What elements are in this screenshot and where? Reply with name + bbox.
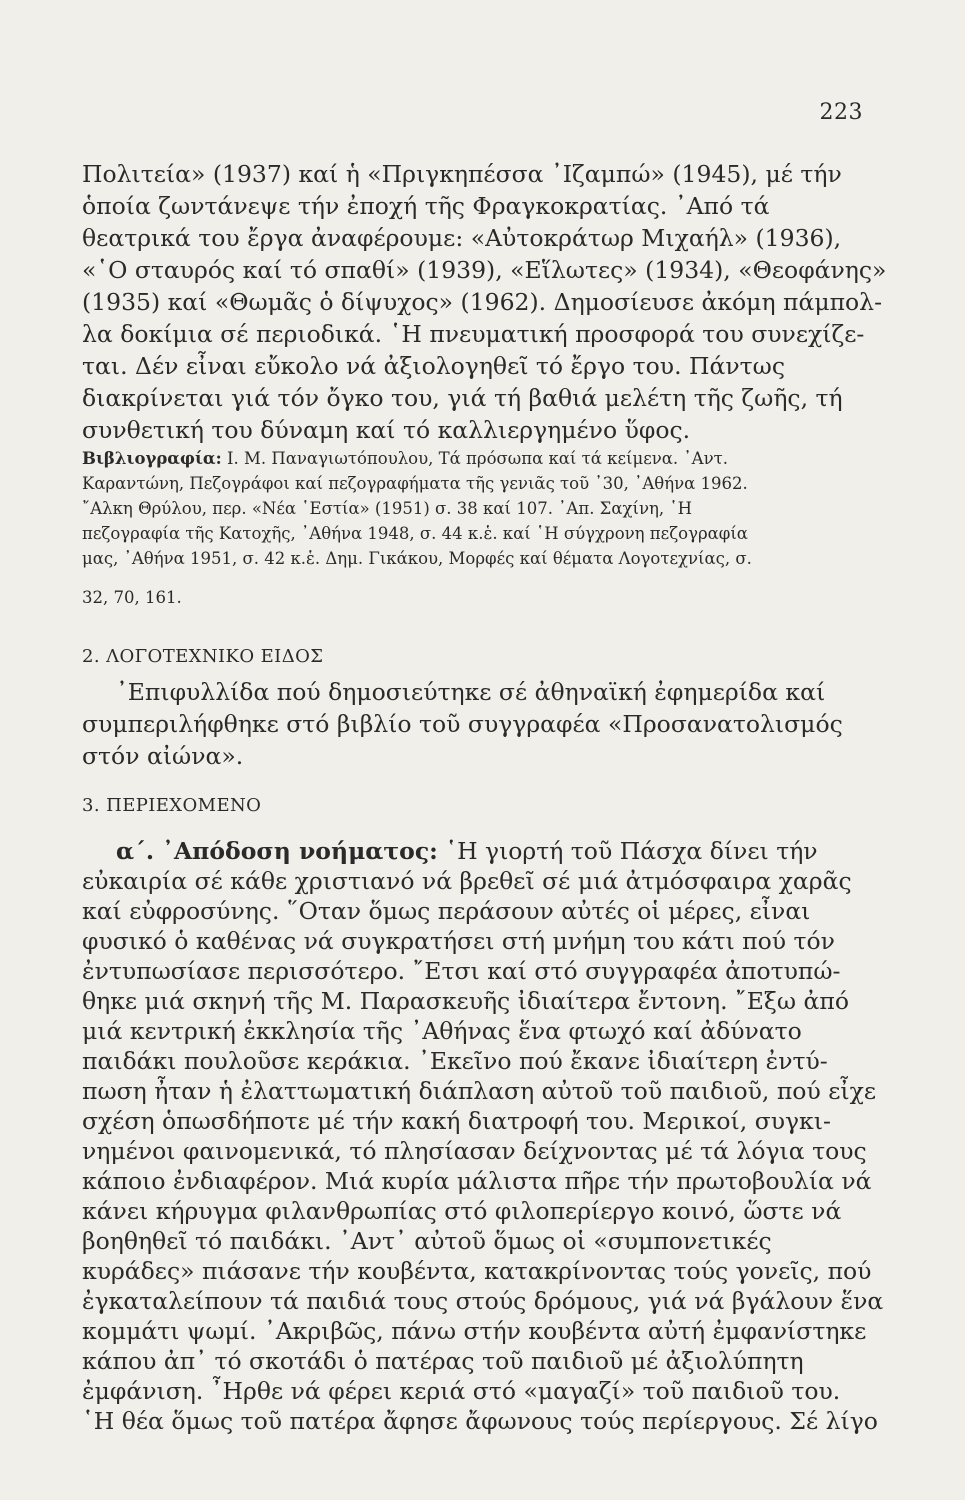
bibliography	[82, 446, 872, 610]
intro-line: Πολιτεία» (1937) καί ἡ «Πριγκηπέσσα ᾿Ιζαμπώ» (1945), μέ τήν	[82, 160, 842, 188]
bibliography-line: 32, 70, 161.	[82, 588, 182, 607]
content-paragraph	[82, 836, 884, 1436]
content-line: εὐκαιρία σέ κάθε χριστιανό νά βρεθεῖ σέ μιά ἀτμόσφαιρα χαρᾶς	[82, 867, 852, 895]
content-line: σχέση ὁπωσδήποτε μέ τήν κακή διατροφή του. Μερικοί, συγκι-	[82, 1107, 831, 1135]
bibliography-line: μας, ᾿Αθήνα 1951, σ. 42 κ.ἑ. Δημ. Γικάκου, Μορφές καί θέματα Λογοτεχνίας, σ.	[82, 549, 752, 568]
content-line: νημένοι φαινομενικά, τό πλησίασαν δείχνοντας μέ τά λόγια τους	[82, 1137, 867, 1165]
content-line: καί εὐφροσύνης. ῞Οταν ὅμως περάσουν αὐτές οἱ μέρες, εἶναι	[82, 897, 811, 925]
content-line: πωση ἦταν ἡ ἐλαττωματική διάπλαση αὐτοῦ τοῦ παιδιοῦ, πού εἶχε	[82, 1077, 876, 1105]
content-line: βοηθηθεῖ τό παιδάκι. ᾿Αντ᾿ αὐτοῦ ὅμως οἱ «συμπονετικές	[82, 1227, 772, 1255]
content-line: ῾Η θέα ὅμως τοῦ πατέρα ἄφησε ἄφωνους τούς περίεργους. Σέ λίγο	[82, 1407, 878, 1435]
intro-line: «῾Ο σταυρός καί τό σπαθί» (1939), «Εἵλωτες» (1934), «Θεοφάνης»	[82, 256, 887, 284]
content-line: κομμάτι ψωμί. ᾿Ακριβῶς, πάνω στήν κουβέντα αὐτή ἐμφανίστηκε	[82, 1317, 867, 1345]
content-line: ἐντυπωσίασε περισσότερο. ῎Ετσι καί στό συγγραφέα ἀποτυπώ-	[82, 957, 841, 985]
content-first-line	[82, 836, 872, 866]
genre-paragraph	[82, 676, 872, 772]
section-heading-genre: 2. ΛΟΓΟΤΕΧΝΙΚΟ ΕΙΔΟΣ	[82, 646, 324, 667]
genre-line: στόν αἰώνα».	[82, 742, 244, 770]
section-heading-content: 3. ΠΕΡΙΕΧΟΜΕΝΟ	[82, 795, 262, 816]
content-line: κυράδες» πιάσανε τήν κουβέντα, κατακρίνοντας τούς γονεῖς, πού	[82, 1257, 872, 1285]
content-line: ἐγκαταλείπουν τά παιδιά τους στούς δρόμους, γιά νά βγάλουν ἕνα	[82, 1287, 884, 1315]
content-line: παιδάκι πουλοῦσε κεράκια. ᾿Εκεῖνο πού ἔκανε ἰδιαίτερη ἐντύ-	[82, 1047, 828, 1075]
intro-paragraph	[82, 158, 887, 446]
intro-line: διακρίνεται γιά τόν ὄγκο του, γιά τή βαθιά μελέτη τῆς ζωῆς, τή	[82, 384, 843, 412]
bibliography-first-text: Ι. Μ. Παναγιωτόπουλου, Τά πρόσωπα καί τά κείμενα. ᾿Αντ.	[226, 449, 728, 468]
bibliography-label: Βιβλιογραφία:	[82, 449, 222, 468]
content-line: κάποιο ἐνδιαφέρον. Μιά κυρία μάλιστα πῆρε τήν πρωτοβουλία νά	[82, 1167, 872, 1195]
intro-line: ὁποία ζωντάνεψε τήν ἐποχή τῆς Φραγκοκρατίας. ᾿Από τά	[82, 192, 770, 220]
page-number: 223	[819, 100, 863, 125]
bibliography-line: πεζογραφία τῆς Κατοχῆς, ᾿Αθήνα 1948, σ. 44 κ.ἑ. καί ῾Η σύγχρονη πεζογραφία	[82, 524, 748, 543]
genre-line: συμπεριλήφθηκε στό βιβλίο τοῦ συγγραφέα «Προσανατολισμός	[82, 710, 843, 738]
content-line: μιά κεντρική ἐκκλησία τῆς ᾿Αθήνας ἕνα φτωχό καί ἀδύνατο	[82, 1017, 802, 1045]
genre-line	[82, 676, 872, 708]
content-lines	[82, 866, 884, 1436]
content-line: κάνει κήρυγμα φιλανθρωπίας στό φιλοπερίεργο κοινό, ὥστε νά	[82, 1197, 842, 1225]
intro-line: συνθετική του δύναμη καί τό καλλιεργημένο ὕφος.	[82, 416, 691, 444]
bibliography-line: Καραντώνη, Πεζογράφοι καί πεζογραφήματα τῆς γενιᾶς τοῦ ᾿30, ᾿Αθήνα 1962.	[82, 474, 748, 493]
intro-line: λα δοκίμια σέ περιοδικά. ῾Η πνευματική προσφορά του συνεχίζε-	[82, 320, 865, 348]
content-line: θηκε μιά σκηνή τῆς Μ. Παρασκευῆς ἰδιαίτερα ἔντονη. ῎Εξω ἀπό	[82, 987, 849, 1015]
content-first-text: ῾Η γιορτή τοῦ Πάσχα δίνει τήν	[445, 837, 818, 865]
intro-line: ται. Δέν εἶναι εὔκολο νά ἀξιολογηθεῖ τό ἔργο του. Πάντως	[82, 352, 785, 380]
intro-line: (1935) καί «Θωμᾶς ὁ δίψυχος» (1962). Δημοσίευσε ἀκόμη πάμπολ-	[82, 288, 883, 316]
genre-line-text: ᾿Επιφυλλίδα πού δημοσιεύτηκε σέ ἀθηναϊκή ἐφημερίδα καί	[116, 678, 826, 706]
content-subheading: α΄. ᾿Απόδοση νοήματος:	[116, 837, 438, 865]
content-line: ἐμφάνιση. ῏Ηρθε νά φέρει κεριά στό «μαγαζί» τοῦ παιδιοῦ του.	[82, 1377, 841, 1405]
bibliography-first-line	[82, 446, 872, 471]
content-line: φυσικό ὁ καθένας νά συγκρατήσει στή μνήμη του κάτι πού τόν	[82, 927, 835, 955]
content-line: κάπου ἀπ᾿ τό σκοτάδι ὁ πατέρας τοῦ παιδιοῦ μέ ἀξιολύπητη	[82, 1347, 804, 1375]
intro-line: θεατρικά του ἔργα ἀναφέρουμε: «Αὐτοκράτωρ Μιχαήλ» (1936),	[82, 224, 842, 252]
bibliography-line: ῎Αλκη Θρύλου, περ. «Νέα ῾Εστία» (1951) σ. 38 καί 107. ᾿Απ. Σαχίνη, ῾Η	[82, 499, 693, 518]
bibliography-lines	[82, 471, 872, 610]
